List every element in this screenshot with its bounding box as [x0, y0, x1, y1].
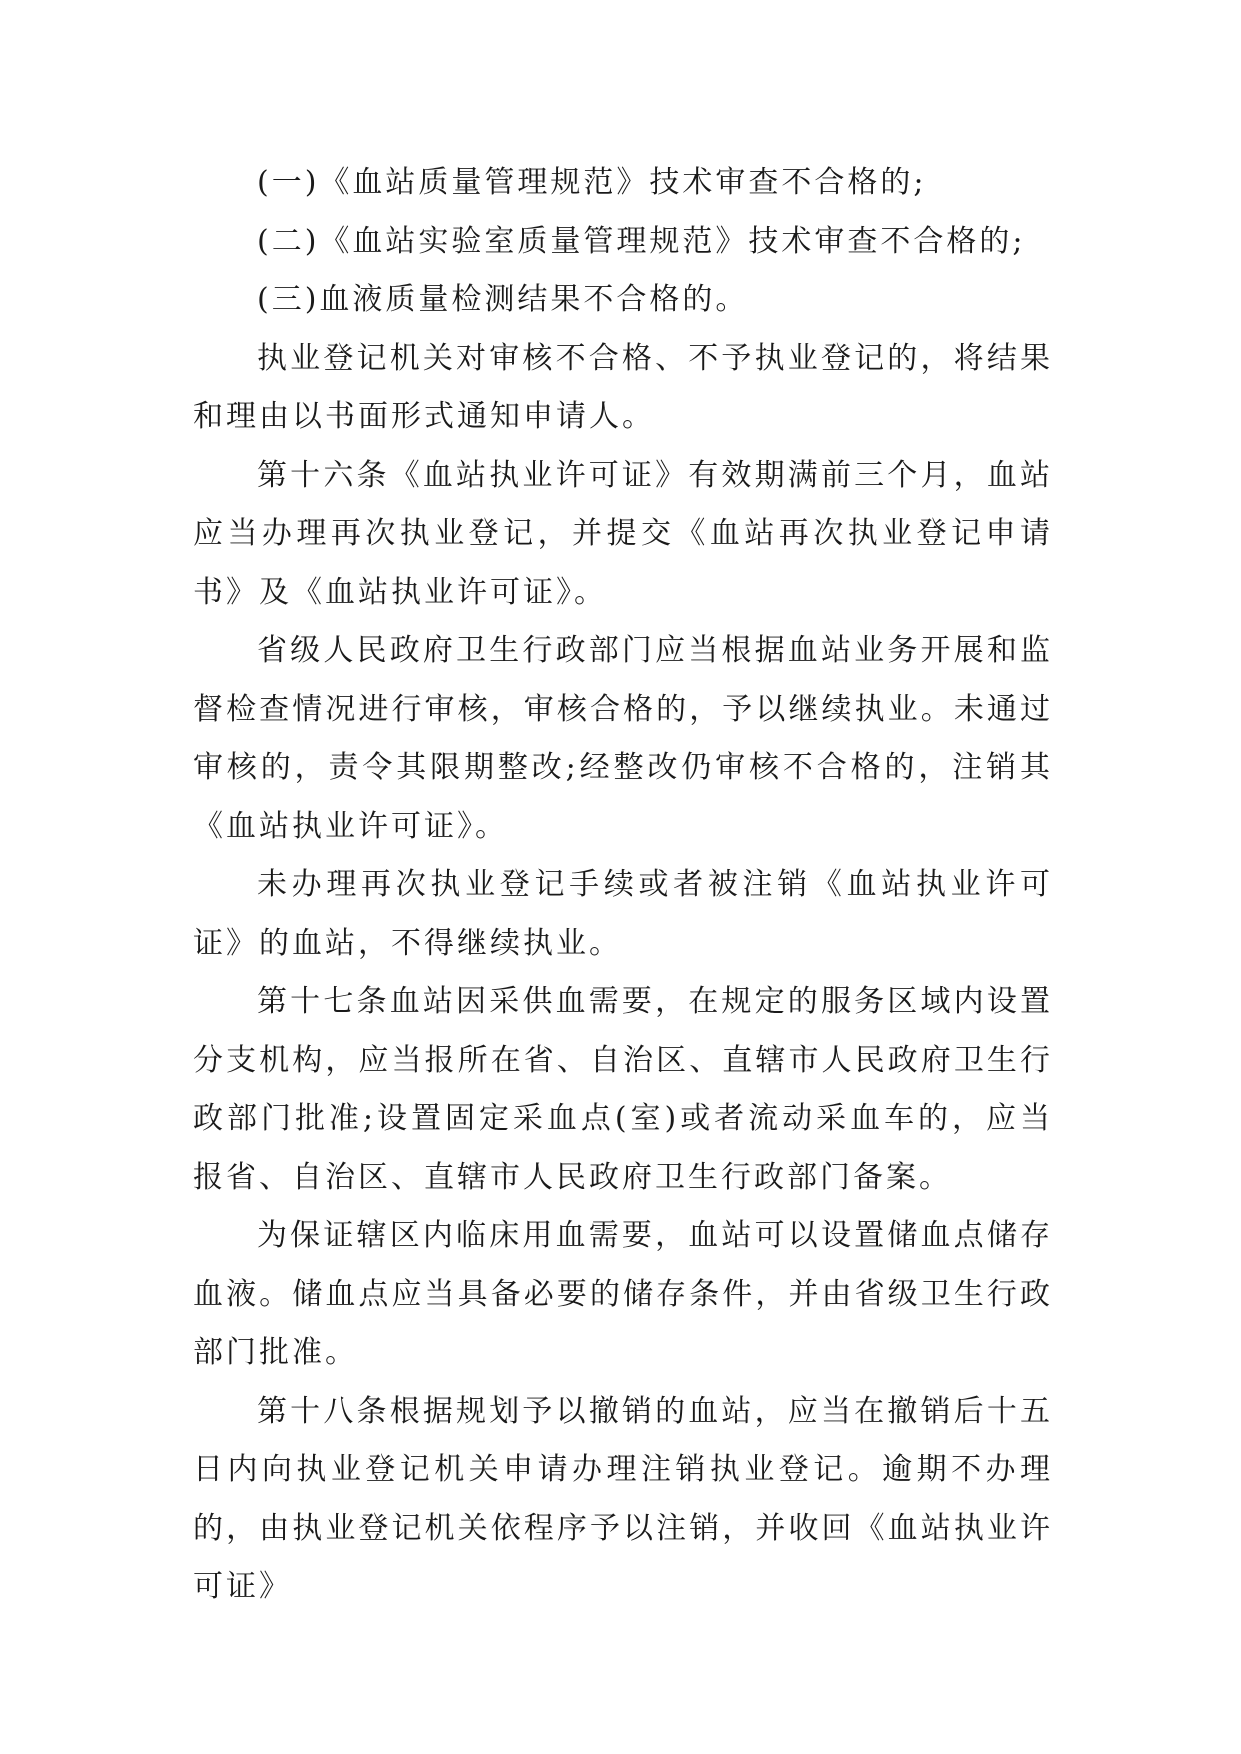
paragraph-article-17: 第十七条血站因采供血需要，在规定的服务区域内设置分支机构，应当报所在省、自治区、直辖市人民政府卫生行政部门批准;设置固定采血点(室)或者流动采血车的，应当报省、自治区、直辖市人民政府卫生行政部门备案。: [193, 984, 1053, 1195]
document-body: [193, 154, 1053, 1617]
paragraph-unregistered-stations: 未办理再次执业登记手续或者被注销《血站执业许可证》的血站，不得继续执业。: [193, 867, 1053, 961]
paragraph-blood-storage-points: 为保证辖区内临床用血需要，血站可以设置储血点储存血液。储血点应当具备必要的储存条件，并由省级卫生行政部门批准。: [193, 1218, 1053, 1370]
paragraph-item-2: (二)《血站实验室质量管理规范》技术审查不合格的;: [257, 223, 1026, 259]
paragraph-item-3: (三)血液质量检测结果不合格的。: [257, 282, 749, 317]
paragraph-article-16: 第十六条《血站执业许可证》有效期满前三个月，血站应当办理再次执业登记，并提交《血站再次执业登记申请书》及《血站执业许可证》。: [193, 457, 1053, 610]
paragraph-item-1: (一)《血站质量管理规范》技术审查不合格的;: [257, 165, 927, 200]
paragraph-provincial-review: 省级人民政府卫生行政部门应当根据血站业务开展和监督检查情况进行审核，审核合格的，予以继续执业。未通过审核的，责令其限期整改;经整改仍审核不合格的，注销其《血站执业许可证》。: [193, 633, 1053, 844]
paragraph-registration-refusal: 执业登记机关对审核不合格、不予执业登记的，将结果和理由以书面形式通知申请人。: [193, 340, 1053, 434]
paragraph-article-18: 第十八条根据规划予以撤销的血站，应当在撤销后十五日内向执业登记机关申请办理注销执业登记。逾期不办理的，由执业登记机关依程序予以注销，并收回《血站执业许可证》: [193, 1393, 1053, 1604]
